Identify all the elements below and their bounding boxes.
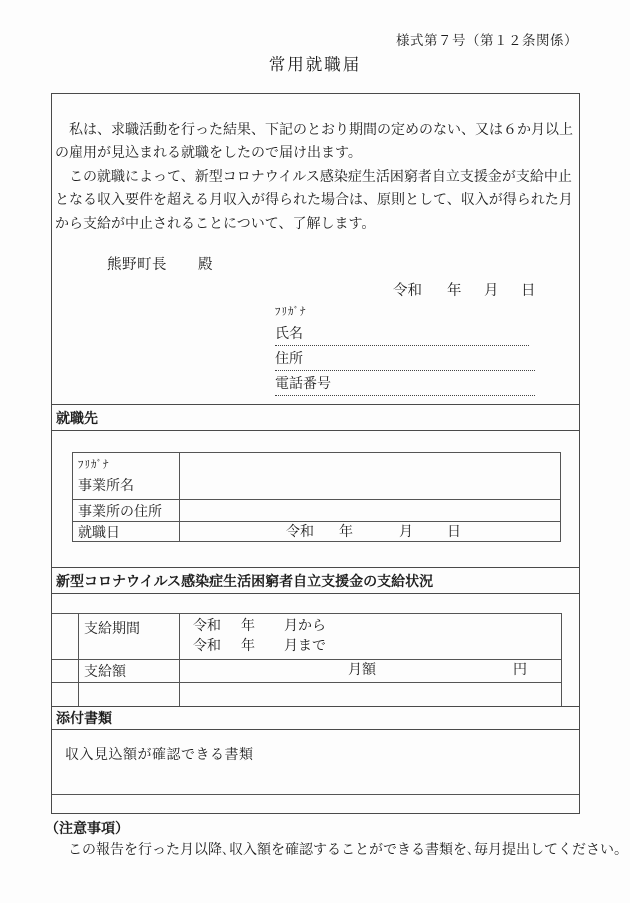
employment-table (72, 452, 561, 542)
employment-section-heading: 就職先 (52, 404, 579, 431)
applicant-address-label: 住所 (275, 352, 303, 367)
date-month-label: 月 (484, 283, 499, 299)
date-year-label: 年 (447, 283, 462, 299)
addressee-honorific: 殿 (198, 257, 213, 273)
date-day-label: 日 (521, 283, 536, 299)
benefit-section-heading: 新型コロナウイルス感染症生活困窮者自立支援金の支給状況 (52, 567, 579, 594)
business-address-blank-cell (179, 499, 560, 521)
benefit-period-label-cell (78, 614, 179, 659)
period-to-month-label: 月まで (284, 639, 326, 654)
page-title: 常用就職届 (268, 55, 362, 74)
business-furigana-label: ﾌﾘｶﾞﾅ (78, 458, 110, 471)
benefit-amount-value-cell (179, 659, 561, 682)
declaration-paragraph-2: この就職によって、新型コロナウイルス感染症生活困窮者自立支援金が支給中止となる収入要件を超える月収入が得られた場合は、原則として、収入が得られた月から支給が中止されることについて、了解します。 (55, 169, 573, 232)
applicant-furigana-label: ﾌﾘｶﾞﾅ (275, 306, 307, 318)
applicant-address-blank (275, 349, 535, 371)
benefit-amount-unit-label: 月額 (348, 663, 376, 678)
declaration-paragraph-1: 私は、求職活動を行った結果、下記のとおり期間の定めのない、又は６か月以上の雇用が見込まれる就職をしたので届け出ます。 (55, 123, 573, 162)
applicant-name-blank (275, 324, 529, 346)
attachment-item: 収入見込額が確認できる書類 (65, 748, 254, 763)
date-era-label: 令和 (393, 283, 422, 299)
benefit-spacer-cell (52, 659, 78, 682)
notes-heading: （注意事項） (45, 820, 129, 836)
employment-date-month-label: 月 (399, 525, 413, 540)
applicant-phone-blank (275, 374, 535, 396)
period-from-month-label: 月から (284, 619, 326, 634)
applicant-phone-label: 電話番号 (275, 377, 331, 392)
declaration-block (55, 119, 580, 236)
employment-date-value-cell (179, 521, 560, 542)
benefit-amount-currency-label: 円 (513, 663, 527, 678)
period-from-era-label: 令和 (193, 619, 221, 634)
period-to-year-label: 年 (241, 639, 255, 654)
form-body-box (51, 93, 580, 814)
period-to-era-label: 令和 (193, 639, 221, 654)
benefit-period-to-line (185, 637, 556, 657)
benefit-empty-label-cell (78, 682, 179, 706)
benefit-period-value-cell (179, 614, 561, 659)
employment-date-label-cell: 就職日 (73, 521, 179, 542)
benefit-empty-value-cell (179, 682, 561, 706)
business-address-label-cell: 事業所の住所 (73, 499, 179, 521)
addressee-name: 熊野町長 (107, 257, 167, 273)
business-name-label-cell (73, 453, 179, 499)
business-name-label: 事業所名 (78, 478, 134, 494)
benefit-period-from-line (185, 617, 556, 637)
attachments-section-heading: 添付書類 (52, 706, 579, 730)
bottom-divider-line (52, 794, 579, 795)
business-name-blank-cell (179, 453, 560, 499)
employment-date-day-label: 日 (447, 525, 461, 540)
applicant-name-label: 氏名 (275, 327, 303, 342)
employment-date-era-label: 令和 (286, 525, 314, 540)
benefit-spacer-cell (52, 614, 78, 659)
form-code: 様式第７号（第１２条関係） (396, 33, 578, 48)
benefit-amount-label-cell: 支給額 (78, 659, 179, 682)
period-from-year-label: 年 (241, 619, 255, 634)
benefit-spacer-cell (52, 682, 78, 706)
employment-date-year-label: 年 (339, 525, 353, 540)
benefit-period-label: 支給期間 (84, 622, 140, 637)
benefit-table (52, 613, 562, 706)
note-text: この報告を行った月以降､収入額を確認することができる書類を､毎月提出してください。 (54, 843, 628, 858)
